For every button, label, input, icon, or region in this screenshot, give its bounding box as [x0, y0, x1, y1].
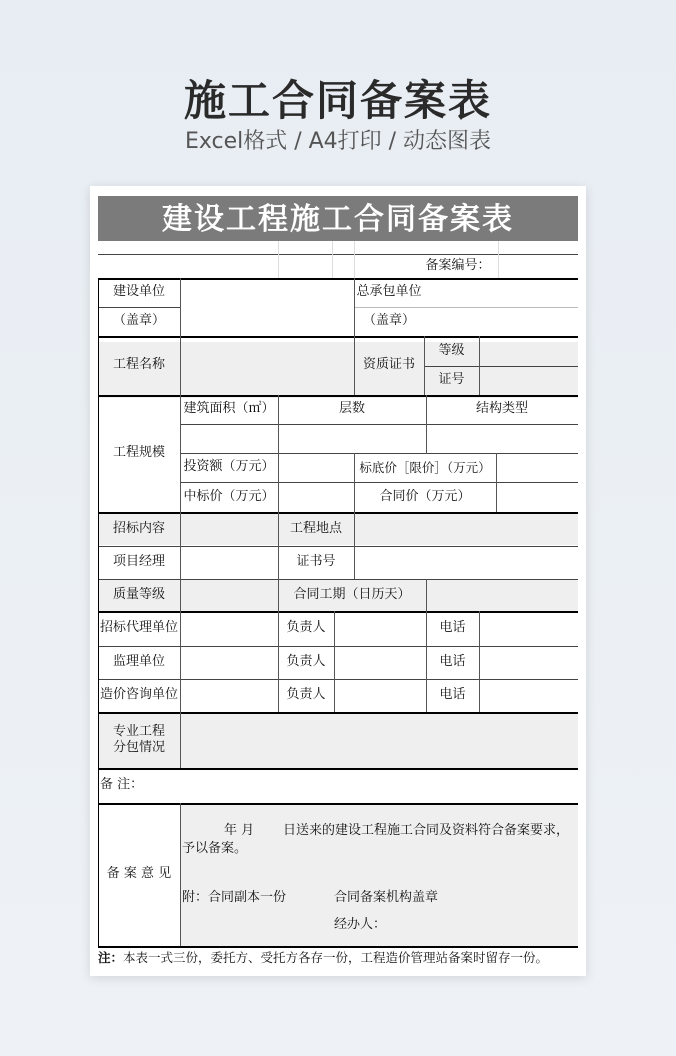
- remarks-label: 备 注：: [100, 777, 144, 793]
- project-name-label: 工程名称: [112, 357, 165, 373]
- subcontract-label: [98, 712, 180, 768]
- investment-input[interactable]: [278, 453, 354, 482]
- document-preview: [90, 186, 586, 976]
- consultant-phone-label: 电话: [439, 687, 466, 703]
- supervisor-person-label: 负责人: [286, 654, 326, 670]
- subcontract-label-line2: 分包情况: [112, 740, 165, 755]
- supervisor-person-input[interactable]: [334, 646, 426, 679]
- quality-grade-label: 质量等级: [112, 586, 165, 602]
- page-title: 施工合同备案表: [183, 76, 492, 125]
- builder-unit-label: 建设单位: [112, 284, 165, 300]
- cost-consultant-label: 造价咨询单位: [99, 687, 178, 703]
- opinion-text-line2: 予以备案。: [182, 840, 248, 856]
- contractor-seal-label: （盖章）: [362, 313, 415, 329]
- floors-input[interactable]: [278, 424, 426, 453]
- contract-period-input[interactable]: [426, 579, 578, 611]
- cert-no-label: 证号: [438, 372, 465, 388]
- project-scale-label: 工程规模: [112, 445, 165, 461]
- page-subtitle: Excel格式 / A4打印 / 动态图表: [184, 129, 492, 154]
- cost-consultant-input[interactable]: [180, 679, 278, 712]
- project-location-label: 工程地点: [289, 520, 342, 536]
- supervisor-unit-label: 监理单位: [112, 654, 165, 670]
- floors-label: 层数: [338, 401, 365, 417]
- cert-no-input[interactable]: [479, 366, 578, 395]
- project-location-input[interactable]: [354, 512, 578, 546]
- supervisor-unit-input[interactable]: [180, 646, 278, 679]
- general-contractor-label: 总承包单位: [356, 284, 422, 300]
- contract-price-label: 合同价（万元）: [379, 488, 471, 504]
- investment-label: 投资额（万元）: [183, 459, 275, 475]
- consultant-phone-input[interactable]: [479, 679, 578, 712]
- grade-label: 等级: [438, 342, 465, 358]
- subcontract-label-line1: 专业工程: [112, 723, 165, 739]
- remarks-input[interactable]: [160, 768, 578, 803]
- project-manager-label: 项目经理: [112, 554, 165, 570]
- consultant-person-input[interactable]: [334, 679, 426, 712]
- certificate-no-label: 证书号: [296, 554, 336, 570]
- footnote-text: 本表一式三份，委托方、受托方各存一份，工程造价管理站备案时留存一份。: [123, 950, 549, 966]
- project-name-value[interactable]: [180, 342, 354, 398]
- attachment-note: 附：合同副本一份: [182, 889, 287, 905]
- tender-content-label: 招标内容: [112, 520, 165, 536]
- builder-seal-label: （盖章）: [112, 313, 165, 329]
- agent-person-label: 负责人: [286, 620, 326, 636]
- structure-type-input[interactable]: [426, 424, 578, 453]
- form-footnote: [98, 948, 578, 968]
- subcontract-value[interactable]: [180, 714, 578, 768]
- opinion-text-line1: 日送来的建设工程施工合同及资料符合备案要求，: [283, 822, 570, 838]
- consultant-person-label: 负责人: [286, 687, 326, 703]
- bid-price-label: 中标价（万元）: [183, 488, 275, 504]
- agent-phone-input[interactable]: [479, 611, 578, 646]
- supervisor-phone-label: 电话: [439, 654, 466, 670]
- bid-price-input[interactable]: [278, 482, 354, 512]
- tender-agent-input[interactable]: [180, 611, 278, 646]
- agent-person-input[interactable]: [334, 611, 426, 646]
- contract-period-label: 合同工期（日历天）: [293, 586, 411, 602]
- agent-phone-label: 电话: [439, 620, 466, 636]
- handler-label: 经办人：: [334, 916, 387, 932]
- opinion-date: 年 月: [224, 822, 255, 838]
- footnote-label: 注：: [98, 950, 124, 966]
- floor-area-input[interactable]: [180, 424, 278, 453]
- record-no-input[interactable]: [498, 254, 578, 278]
- tender-agent-label: 招标代理单位: [99, 620, 178, 636]
- structure-type-label: 结构类型: [475, 401, 528, 417]
- form-banner: 建设工程施工合同备案表: [98, 196, 578, 241]
- project-manager-input[interactable]: [180, 546, 278, 579]
- tender-content-input[interactable]: [180, 512, 278, 546]
- qualification-cert-label: 资质证书: [362, 357, 415, 373]
- base-price-input[interactable]: [496, 453, 578, 482]
- certificate-no-input[interactable]: [354, 546, 578, 579]
- filing-opinion-label: 备 案 意 见: [106, 866, 172, 882]
- floor-area-label: 建筑面积（㎡）: [183, 401, 275, 417]
- agency-seal-label: 合同备案机构盖章: [334, 889, 439, 905]
- quality-grade-input[interactable]: [180, 579, 278, 611]
- grade-input[interactable]: [479, 336, 578, 366]
- record-no-label: 备案编号：: [425, 257, 491, 273]
- contract-price-input[interactable]: [496, 482, 578, 512]
- base-price-label: 标底价［限价］（万元）: [359, 459, 491, 475]
- supervisor-phone-input[interactable]: [479, 646, 578, 679]
- builder-unit-input[interactable]: [180, 278, 354, 336]
- filing-form: [98, 196, 578, 966]
- general-contractor-input[interactable]: [424, 278, 578, 336]
